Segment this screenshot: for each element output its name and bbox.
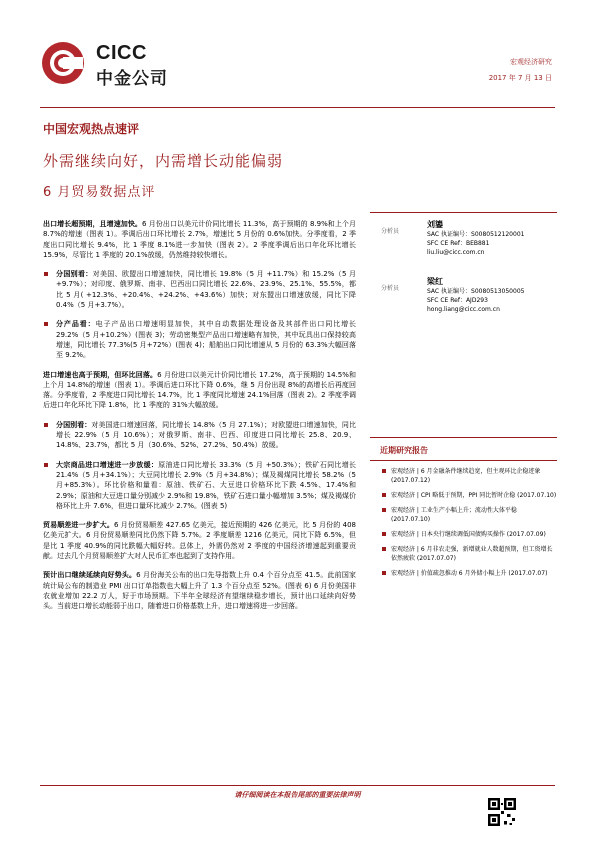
- cicc-logo-mark-icon: [40, 40, 86, 86]
- bullet-marker-icon: [382, 571, 386, 575]
- analyst-email[interactable]: hong.liang@cicc.com.cn: [427, 306, 500, 313]
- analyst-email[interactable]: liu.liu@cicc.com.cn: [427, 249, 485, 256]
- analyst-card: [370, 270, 557, 327]
- recent-report-item[interactable]: 宏观经济 | 工业生产小幅上升；流动性大体平稳 (2017.07.10): [370, 506, 557, 524]
- report-date: 2017 年 7 月 13 日: [488, 74, 552, 82]
- bullet-marker-icon: [382, 493, 386, 497]
- analyst-sac: SAC 执证编号：S0080513050005: [427, 288, 525, 295]
- paragraph-export: 出口增长超预期，且增速加快。6 月份出口以美元计价同比增长 11.3%，高于预期的 8.9%和上个月 8.7%的增速（图表 1）。季调后出口环比增长 2.7%，增速比 5 月份的 0.6%加快。分季度看，2 季度出口同比增长 9.4%，比 1 季度 8.1%进一步加快（图表 2）。2 季度季调后出口年化环比增长 15.9%，尽管比 1 季度的 20.1%放缓，仍然维持较快增长。: [43, 220, 357, 259]
- recent-report-item[interactable]: 宏观经济 | 6 月金融条件继续趋宽，但主观环比企稳迹象 (2017.07.12): [370, 467, 557, 485]
- cicc-logo: [40, 40, 240, 90]
- bullet-export-by-product: 分产品看：电子产品出口增速明显加快，其中自动数据处理设备及其部件出口同比增长 29.2%（5 月+10.2%）(图表 3)；劳动密集型产品出口增速略有加快，其中玩具出口保持较高增速，同比增长 77.3%(5 月+72%）(图表 4)；船舶出口同比增速从 5 月份的 63.3%大幅回落至 9.2%。: [43, 319, 356, 360]
- analyst-name: 梁红: [427, 277, 443, 286]
- header-divider: [40, 107, 555, 108]
- analyst-role: 分析员: [381, 228, 400, 235]
- bullet-marker-icon: [44, 463, 48, 467]
- bullet-import-by-country: 分国别看：对美国进口增速回落，同比增长 14.8%（5 月 27.1%）；对欧盟进口增速加快，同比增长 22.9%（5 月 10.6%）；对俄罗斯、南非、巴西、印度进口同比增长 25.8、20.9、14.8%、23.7%，都比 5 月（30.6%、52%、27.2%、50.4%）放缓。: [43, 420, 356, 451]
- analyst-sac: SAC 执证编号：S0080512120001: [427, 231, 525, 238]
- analyst-sfc: SFC CE Ref：AJD293: [427, 297, 488, 304]
- recent-reports-title-underline: [370, 460, 557, 461]
- legal-disclaimer-note: 请仔细阅读在本报告尾部的重要法律声明: [234, 791, 361, 799]
- qr-code-icon: [488, 798, 516, 826]
- bullet-marker-icon: [44, 322, 48, 326]
- paragraph-outlook: 预计出口继续延续向好势头。6 月份海关公布的出口先导指数上升 0.4 个百分点至 41.5。此前国家统计局公布的制造业 PMI 出口订单指数也大幅上升了 1.3 个百分点至 52%。(图表 6) 6 月份美国非农就业增加 22.2 万人，好于市场预期。下半年全球经济有望继续稳步增长，预计出口延续向好势头。当前进口增长动能弱于出口，随着进口价格基数上升，进口增速将进一步回落。: [43, 571, 357, 611]
- report-category: 宏观经济研究: [510, 58, 552, 66]
- bullet-marker-icon: [382, 508, 386, 512]
- report-series: 中国宏观热点速评: [43, 122, 140, 136]
- bullet-marker-icon: [382, 469, 386, 473]
- footer-divider: [40, 785, 555, 786]
- bullet-export-by-country: 分国别看：对美国、欧盟出口增速加快，同比增长 19.8%（5 月 +11.7%）和 15.2%（5 月+9.7%）；对印度、俄罗斯、南非、巴西出口同比增长 22.6%、23.9%、25.1%、55.5%，都比 5 月( +12.3%、+20.4%、+24.2%、+43.6%）加快；对东盟出口增速放缓，同比下降 0.4%（5 月+3.7%）。: [43, 269, 356, 310]
- recent-reports-title: 近期研究报告: [380, 446, 428, 455]
- bullet-marker-icon: [382, 547, 386, 551]
- bullet-commodity-import: 大宗商品进口增速进一步放缓：原油进口同比增长 33.3%（5 月 +50.3%）；铁矿石同比增长 21.4%（5 月+34.1%）；大豆同比增长 2.9%（5 月+34.8%）；煤及褐煤同比增长 58.2%（5 月+85.3%）。环比价格和量看：原油、铁矿石、大豆进口价格环比下跌 4.5%、17.4%和 2.9%；原油和大豆进口量分别减少 2.9%和 19.8%，铁矿石进口量小幅增加 3.5%；煤及褐煤价格环比上升 7.6%，但进口量环比减少 2.7%。(图表 5): [43, 460, 356, 511]
- analyst-role: 分析员: [381, 285, 400, 292]
- bullet-marker-icon: [44, 272, 48, 276]
- report-subtitle: 6 月贸易数据点评: [43, 185, 156, 200]
- analyst-sfc: SFC CE Ref：BEB881: [427, 240, 490, 247]
- recent-reports-panel: [370, 437, 557, 578]
- paragraph-trade-surplus: 贸易顺差进一步扩大。6 月份贸易顺差 427.65 亿美元，接近预期的 426 亿美元，比 5 月份的 408 亿美元扩大。6 月份贸易顺差同比仍然下降 5.7%。2 季度顺差 1216 亿美元，同比下降 6.5%，但是比 1 季度 40.9%的同比跌幅大幅好转。总体上，外需仍然对 2 季度的中国经济增速起到重要贡献。过去几个月贸易顺差扩大对人民币汇率也起到了支持作用。: [43, 521, 356, 561]
- logo-wordmark-cn: 中金公司: [96, 69, 168, 89]
- analyst-name: 刘鎏: [427, 220, 443, 229]
- recent-report-item[interactable]: 宏观经济 | 价值疏忽推动 6 月外储小幅上升 (2017.07.07): [370, 569, 557, 578]
- paragraph-import: 进口增速也高于预期，但环比回落。6 月份进口以美元计价同比增长 17.2%，高于预期的 14.5%和上个月 14.8%的增速（图表 1）。季调后进口环比下降 0.6%，继 5 月份出现 8%的高增长后再度回落。分季度看，2 季度进口同比增长 14.7%，比 1 季度同比增速 24.1%回落（图表 2)。2 季度季调后进口年化环比下降 1.8%，比 1 季度的 31%大幅放缓。: [43, 370, 356, 410]
- report-title: 外需继续向好，内需增长动能偏弱: [43, 152, 284, 170]
- recent-report-item[interactable]: 宏观经济 | 日本央行继续调低国债购买操作 (2017.07.09): [370, 530, 557, 539]
- bullet-marker-icon: [382, 532, 386, 536]
- analyst-panel: [370, 212, 557, 327]
- bullet-marker-icon: [44, 423, 48, 427]
- recent-report-item[interactable]: 宏观经济 | 6 月非农走强，新增就业人数超预期，但工资增长依然疲软 (2017.07.07): [370, 545, 557, 563]
- logo-wordmark-en: CICC: [96, 42, 147, 64]
- analyst-card: [370, 213, 557, 270]
- report-body: [43, 219, 356, 612]
- recent-report-item[interactable]: 宏观经济 | CPI 略低于预期，PPI 同比暂时企稳 (2017.07.10): [370, 491, 557, 500]
